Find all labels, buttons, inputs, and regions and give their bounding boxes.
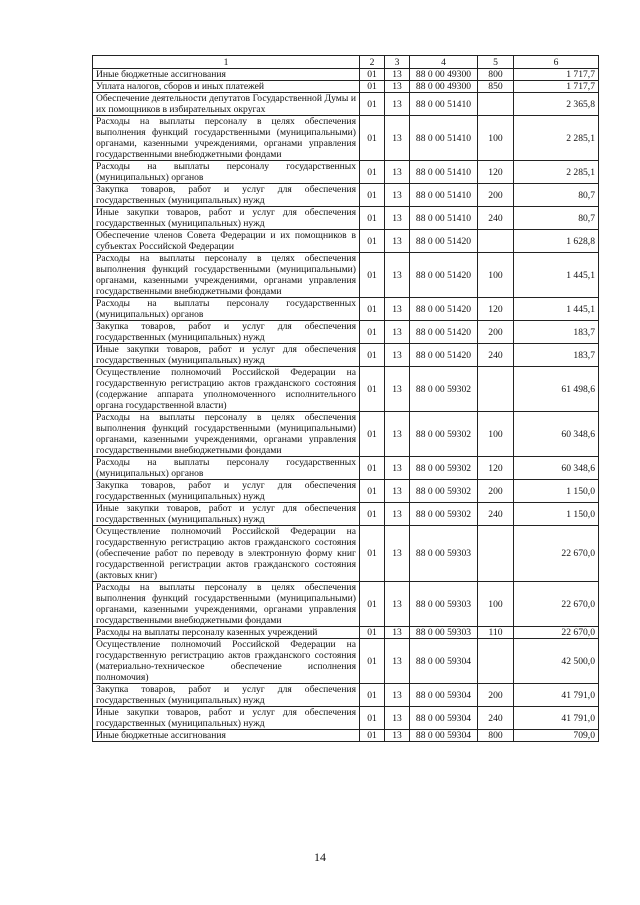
row-section-code: 01: [360, 480, 385, 503]
row-subsection-code: 13: [385, 253, 410, 298]
row-subsection-code: 13: [385, 81, 410, 93]
column-header-3: 3: [385, 56, 410, 69]
row-description: Уплата налогов, сборов и иных платежей: [93, 81, 360, 93]
page-number: 14: [314, 850, 326, 864]
row-subsection-code: 13: [385, 457, 410, 480]
row-section-code: 01: [360, 639, 385, 684]
row-expense-type: 200: [478, 184, 514, 207]
row-section-code: 01: [360, 344, 385, 367]
row-target-article: 88 0 00 59304: [410, 684, 478, 707]
row-subsection-code: 13: [385, 298, 410, 321]
column-header-4: 4: [410, 56, 478, 69]
row-amount: 60 348,6: [514, 457, 599, 480]
row-subsection-code: 13: [385, 184, 410, 207]
row-expense-type: 100: [478, 412, 514, 457]
row-amount: 1 445,1: [514, 253, 599, 298]
row-expense-type: 800: [478, 730, 514, 742]
row-subsection-code: 13: [385, 321, 410, 344]
row-section-code: 01: [360, 116, 385, 161]
row-target-article: 88 0 00 51410: [410, 116, 478, 161]
row-subsection-code: 13: [385, 161, 410, 184]
row-target-article: 88 0 00 49300: [410, 69, 478, 81]
row-target-article: 88 0 00 59304: [410, 707, 478, 730]
row-section-code: 01: [360, 298, 385, 321]
row-expense-type: 120: [478, 298, 514, 321]
row-amount: 80,7: [514, 184, 599, 207]
row-target-article: 88 0 00 59302: [410, 480, 478, 503]
row-description: Расходы на выплаты персоналу государственных (муниципальных) органов: [93, 298, 360, 321]
row-subsection-code: 13: [385, 412, 410, 457]
row-amount: 183,7: [514, 344, 599, 367]
row-description: Расходы на выплаты персоналу в целях обеспечения выполнения функций государственными (муниципальными) органами, казенными учреждениями, органами управления государственными внебюджетными фондами: [93, 582, 360, 627]
row-expense-type: 240: [478, 344, 514, 367]
row-target-article: 88 0 00 59302: [410, 503, 478, 526]
row-expense-type: [478, 639, 514, 684]
row-amount: 2 285,1: [514, 161, 599, 184]
row-subsection-code: 13: [385, 627, 410, 639]
row-amount: 42 500,0: [514, 639, 599, 684]
row-expense-type: 800: [478, 69, 514, 81]
row-section-code: 01: [360, 412, 385, 457]
table-row: [93, 412, 599, 457]
row-subsection-code: 13: [385, 707, 410, 730]
column-header-5: 5: [478, 56, 514, 69]
table-row: [93, 253, 599, 298]
row-section-code: 01: [360, 93, 385, 116]
row-description: Расходы на выплаты персоналу в целях обеспечения выполнения функций государственными (муниципальными) органами, казенными учреждениями, органами управления государственными внебюджетными фондами: [93, 116, 360, 161]
row-target-article: 88 0 00 51420: [410, 344, 478, 367]
row-description: Осуществление полномочий Российской Федерации на государственную регистрацию актов гражданского состояния (обеспечение работ по переводу в электронную форму книг государственной регистрации актов гражданского состояния (актовых книг): [93, 526, 360, 582]
row-target-article: 88 0 00 59304: [410, 639, 478, 684]
row-subsection-code: 13: [385, 582, 410, 627]
row-description: Иные закупки товаров, работ и услуг для обеспечения государственных (муниципальных) нужд: [93, 344, 360, 367]
table-row: [93, 93, 599, 116]
row-amount: 709,0: [514, 730, 599, 742]
row-amount: 22 670,0: [514, 582, 599, 627]
table-row: [93, 344, 599, 367]
row-description: Иные закупки товаров, работ и услуг для обеспечения государственных (муниципальных) нужд: [93, 207, 360, 230]
row-section-code: 01: [360, 321, 385, 344]
row-amount: 1 150,0: [514, 503, 599, 526]
table-row: [93, 480, 599, 503]
table-row: [93, 116, 599, 161]
row-subsection-code: 13: [385, 730, 410, 742]
row-description: Расходы на выплаты персоналу казенных учреждений: [93, 627, 360, 639]
row-description: Расходы на выплаты персоналу государственных (муниципальных) органов: [93, 457, 360, 480]
row-expense-type: 850: [478, 81, 514, 93]
row-description: Закупка товаров, работ и услуг для обеспечения государственных (муниципальных) нужд: [93, 184, 360, 207]
table-row: [93, 161, 599, 184]
row-expense-type: 100: [478, 116, 514, 161]
row-description: Закупка товаров, работ и услуг для обеспечения государственных (муниципальных) нужд: [93, 684, 360, 707]
row-section-code: 01: [360, 230, 385, 253]
row-description: Обеспечение членов Совета Федерации и их помощников в субъектах Российской Федерации: [93, 230, 360, 253]
row-amount: 22 670,0: [514, 526, 599, 582]
table-row: [93, 503, 599, 526]
row-section-code: 01: [360, 707, 385, 730]
row-target-article: 88 0 00 59303: [410, 526, 478, 582]
row-description: Иные закупки товаров, работ и услуг для обеспечения государственных (муниципальных) нужд: [93, 503, 360, 526]
table-row: [93, 207, 599, 230]
row-description: Расходы на выплаты персоналу в целях обеспечения выполнения функций государственными (муниципальными) органами, казенными учреждениями, органами управления государственными внебюджетными фондами: [93, 412, 360, 457]
row-section-code: 01: [360, 253, 385, 298]
row-section-code: 01: [360, 184, 385, 207]
column-header-6: 6: [514, 56, 599, 69]
row-amount: 41 791,0: [514, 684, 599, 707]
row-expense-type: 120: [478, 161, 514, 184]
row-amount: 1 150,0: [514, 480, 599, 503]
row-expense-type: 120: [478, 457, 514, 480]
row-subsection-code: 13: [385, 503, 410, 526]
table-row: [93, 627, 599, 639]
row-subsection-code: 13: [385, 480, 410, 503]
row-amount: 2 365,8: [514, 93, 599, 116]
row-amount: 61 498,6: [514, 367, 599, 412]
row-expense-type: 240: [478, 503, 514, 526]
row-expense-type: 200: [478, 480, 514, 503]
table-row: [93, 707, 599, 730]
row-section-code: 01: [360, 69, 385, 81]
row-subsection-code: 13: [385, 684, 410, 707]
row-subsection-code: 13: [385, 116, 410, 161]
column-header-2: 2: [360, 56, 385, 69]
row-expense-type: 110: [478, 627, 514, 639]
row-expense-type: [478, 526, 514, 582]
row-target-article: 88 0 00 51420: [410, 253, 478, 298]
table-row: [93, 298, 599, 321]
row-section-code: 01: [360, 582, 385, 627]
row-subsection-code: 13: [385, 639, 410, 684]
row-target-article: 88 0 00 59302: [410, 367, 478, 412]
row-description: Осуществление полномочий Российской Федерации на государственную регистрацию актов гражданского состояния (содержание аппарата уполномоченного исполнительного органа государственной власти): [93, 367, 360, 412]
row-section-code: 01: [360, 526, 385, 582]
row-subsection-code: 13: [385, 230, 410, 253]
row-expense-type: 100: [478, 253, 514, 298]
row-target-article: 88 0 00 51410: [410, 184, 478, 207]
budget-table: [92, 55, 599, 742]
row-description: Расходы на выплаты персоналу государственных (муниципальных) органов: [93, 161, 360, 184]
row-section-code: 01: [360, 503, 385, 526]
table-row: [93, 184, 599, 207]
row-subsection-code: 13: [385, 207, 410, 230]
row-description: Иные закупки товаров, работ и услуг для обеспечения государственных (муниципальных) нужд: [93, 707, 360, 730]
row-subsection-code: 13: [385, 344, 410, 367]
row-expense-type: 200: [478, 684, 514, 707]
row-amount: 1 717,7: [514, 81, 599, 93]
row-expense-type: 240: [478, 207, 514, 230]
table-row: [93, 81, 599, 93]
table-row: [93, 526, 599, 582]
row-target-article: 88 0 00 59302: [410, 457, 478, 480]
table-row: [93, 684, 599, 707]
row-description: Обеспечение деятельности депутатов Государственной Думы и их помощников в избирательных округах: [93, 93, 360, 116]
row-amount: 22 670,0: [514, 627, 599, 639]
table-row: [93, 582, 599, 627]
row-amount: 1 717,7: [514, 69, 599, 81]
row-subsection-code: 13: [385, 69, 410, 81]
row-expense-type: [478, 367, 514, 412]
row-amount: 80,7: [514, 207, 599, 230]
row-subsection-code: 13: [385, 367, 410, 412]
row-target-article: 88 0 00 51410: [410, 93, 478, 116]
row-amount: 41 791,0: [514, 707, 599, 730]
row-target-article: 88 0 00 51410: [410, 161, 478, 184]
row-section-code: 01: [360, 730, 385, 742]
row-description: Осуществление полномочий Российской Федерации на государственную регистрацию актов гражданского состояния (материально-техническое обеспечение исполнения полномочия): [93, 639, 360, 684]
row-section-code: 01: [360, 367, 385, 412]
row-target-article: 88 0 00 59302: [410, 412, 478, 457]
row-amount: 183,7: [514, 321, 599, 344]
row-section-code: 01: [360, 161, 385, 184]
row-target-article: 88 0 00 51410: [410, 207, 478, 230]
row-target-article: 88 0 00 51420: [410, 321, 478, 344]
row-description: Расходы на выплаты персоналу в целях обеспечения выполнения функций государственными (муниципальными) органами, казенными учреждениями, органами управления государственными внебюджетными фондами: [93, 253, 360, 298]
table-row: [93, 367, 599, 412]
table-row: [93, 639, 599, 684]
row-subsection-code: 13: [385, 93, 410, 116]
row-amount: 1 628,8: [514, 230, 599, 253]
table-row: [93, 69, 599, 81]
row-description: Иные бюджетные ассигнования: [93, 730, 360, 742]
table-row: [93, 230, 599, 253]
row-target-article: 88 0 00 51420: [410, 230, 478, 253]
table-row: [93, 457, 599, 480]
row-section-code: 01: [360, 207, 385, 230]
row-description: Закупка товаров, работ и услуг для обеспечения государственных (муниципальных) нужд: [93, 321, 360, 344]
row-section-code: 01: [360, 627, 385, 639]
row-amount: 2 285,1: [514, 116, 599, 161]
row-target-article: 88 0 00 59303: [410, 627, 478, 639]
row-expense-type: [478, 93, 514, 116]
table-row: [93, 730, 599, 742]
row-section-code: 01: [360, 457, 385, 480]
row-target-article: 88 0 00 49300: [410, 81, 478, 93]
row-target-article: 88 0 00 59304: [410, 730, 478, 742]
row-description: Закупка товаров, работ и услуг для обеспечения государственных (муниципальных) нужд: [93, 480, 360, 503]
row-expense-type: [478, 230, 514, 253]
row-expense-type: 200: [478, 321, 514, 344]
table-row: [93, 321, 599, 344]
row-amount: 1 445,1: [514, 298, 599, 321]
row-subsection-code: 13: [385, 526, 410, 582]
row-amount: 60 348,6: [514, 412, 599, 457]
row-expense-type: 100: [478, 582, 514, 627]
header-row: [93, 56, 599, 69]
row-expense-type: 240: [478, 707, 514, 730]
row-target-article: 88 0 00 51420: [410, 298, 478, 321]
column-header-1: 1: [93, 56, 360, 69]
row-description: Иные бюджетные ассигнования: [93, 69, 360, 81]
row-target-article: 88 0 00 59303: [410, 582, 478, 627]
row-section-code: 01: [360, 684, 385, 707]
row-section-code: 01: [360, 81, 385, 93]
